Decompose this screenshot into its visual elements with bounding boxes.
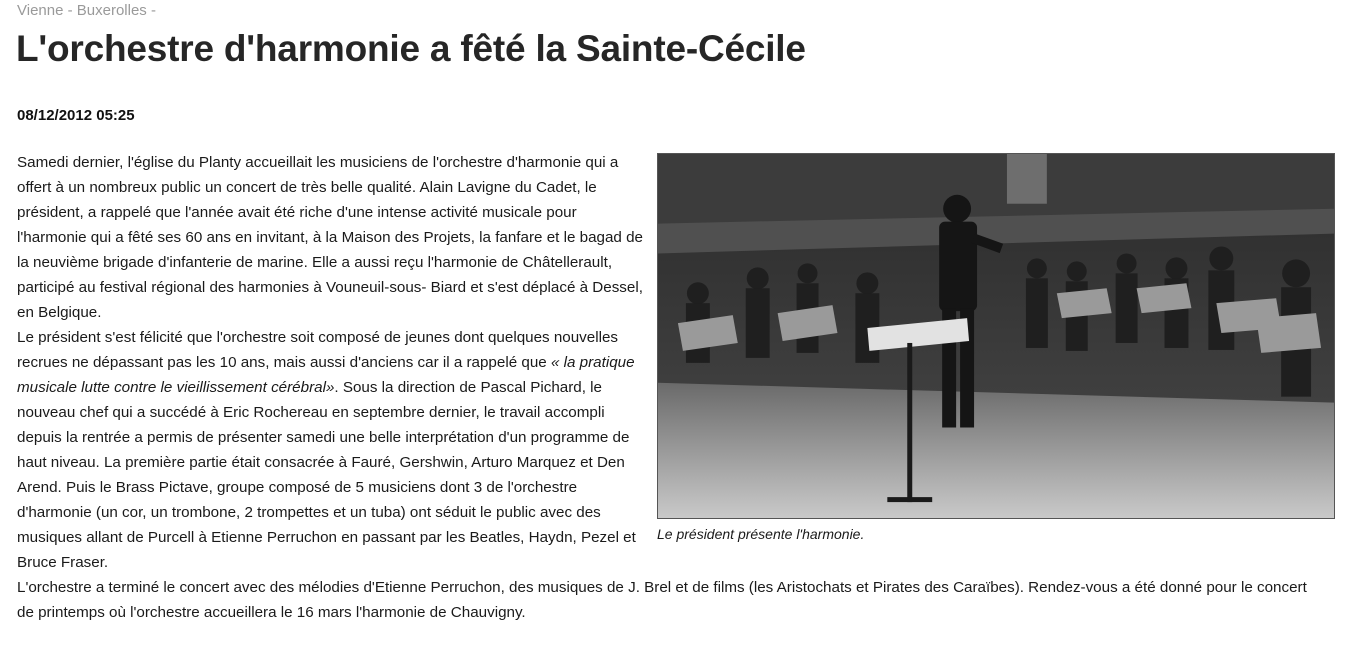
article-body xyxy=(17,150,1327,625)
article-photo-figure xyxy=(657,153,1335,543)
article-paragraph-3: L'orchestre a terminé le concert avec des mélodies d'Etienne Perruchon, des musiques de J. Brel et de films (les Aristochats et Pirates des Caraïbes). Rendez-vous a été donné pour le concert de printemps où l'orchestre accueillera le 16 mars l'harmonie de Chauvigny. xyxy=(17,579,1307,621)
photo-caption: Le président présente l'harmonie. xyxy=(657,526,865,542)
concert-photo xyxy=(657,153,1335,519)
article-paragraph-1: Samedi dernier, l'église du Planty accueillait les musiciens de l'orchestre d'harmonie qui a offert à un nombreux public un concert de très belle qualité. Alain Lavigne du Cadet, le président, a rappelé que l'année avait été riche d'une intense activité musicale pour l'harmonie qui a fêté ses 60 ans en invitant, à la Maison des Projets, la fanfare et le bagad de la neuvième brigade d'infanterie de marine. Elle a aussi reçu l'harmonie de Châtellerault, participé au festival régional des harmonies à Vouneuil-sous- Biard et s'est déplacé à Dessel, en Belgique. xyxy=(17,154,643,321)
president-quote: « la pratique musicale lutte contre le vieillissement cérébral» xyxy=(17,354,635,396)
breadcrumb: Vienne - Buxerolles - xyxy=(17,2,156,19)
article-title: L'orchestre d'harmonie a fêté la Sainte-Cécile xyxy=(16,28,806,69)
paragraph-2-intro: Le président s'est félicité que l'orchestre soit composé de jeunes dont quelques nouvelles recrues ne dépassant pas les 10 ans, mais aussi d'anciens car il a rappelé que xyxy=(17,329,619,371)
paragraph-2-rest: . Sous la direction de Pascal Pichard, le nouveau chef qui a succédé à Eric Rochereau en septembre dernier, le travail accompli depuis la rentrée a permis de présenter samedi une belle interprétation d'un programme de haut niveau. La première partie était consacrée à Fauré, Gershwin, Arturo Marquez et Den Arend. Puis le Brass Pictave, groupe composé de 5 musiciens dont 3 de l'orchestre d'harmonie (un cor, un trombone, 2 trompettes et un tuba) ont séduit le public avec des musiques allant de Purcell à Etienne Perruchon en passant par les Beatles, Haydn, Pezel et Bruce Fraser. xyxy=(17,379,636,571)
article-date: 08/12/2012 05:25 xyxy=(17,107,135,124)
